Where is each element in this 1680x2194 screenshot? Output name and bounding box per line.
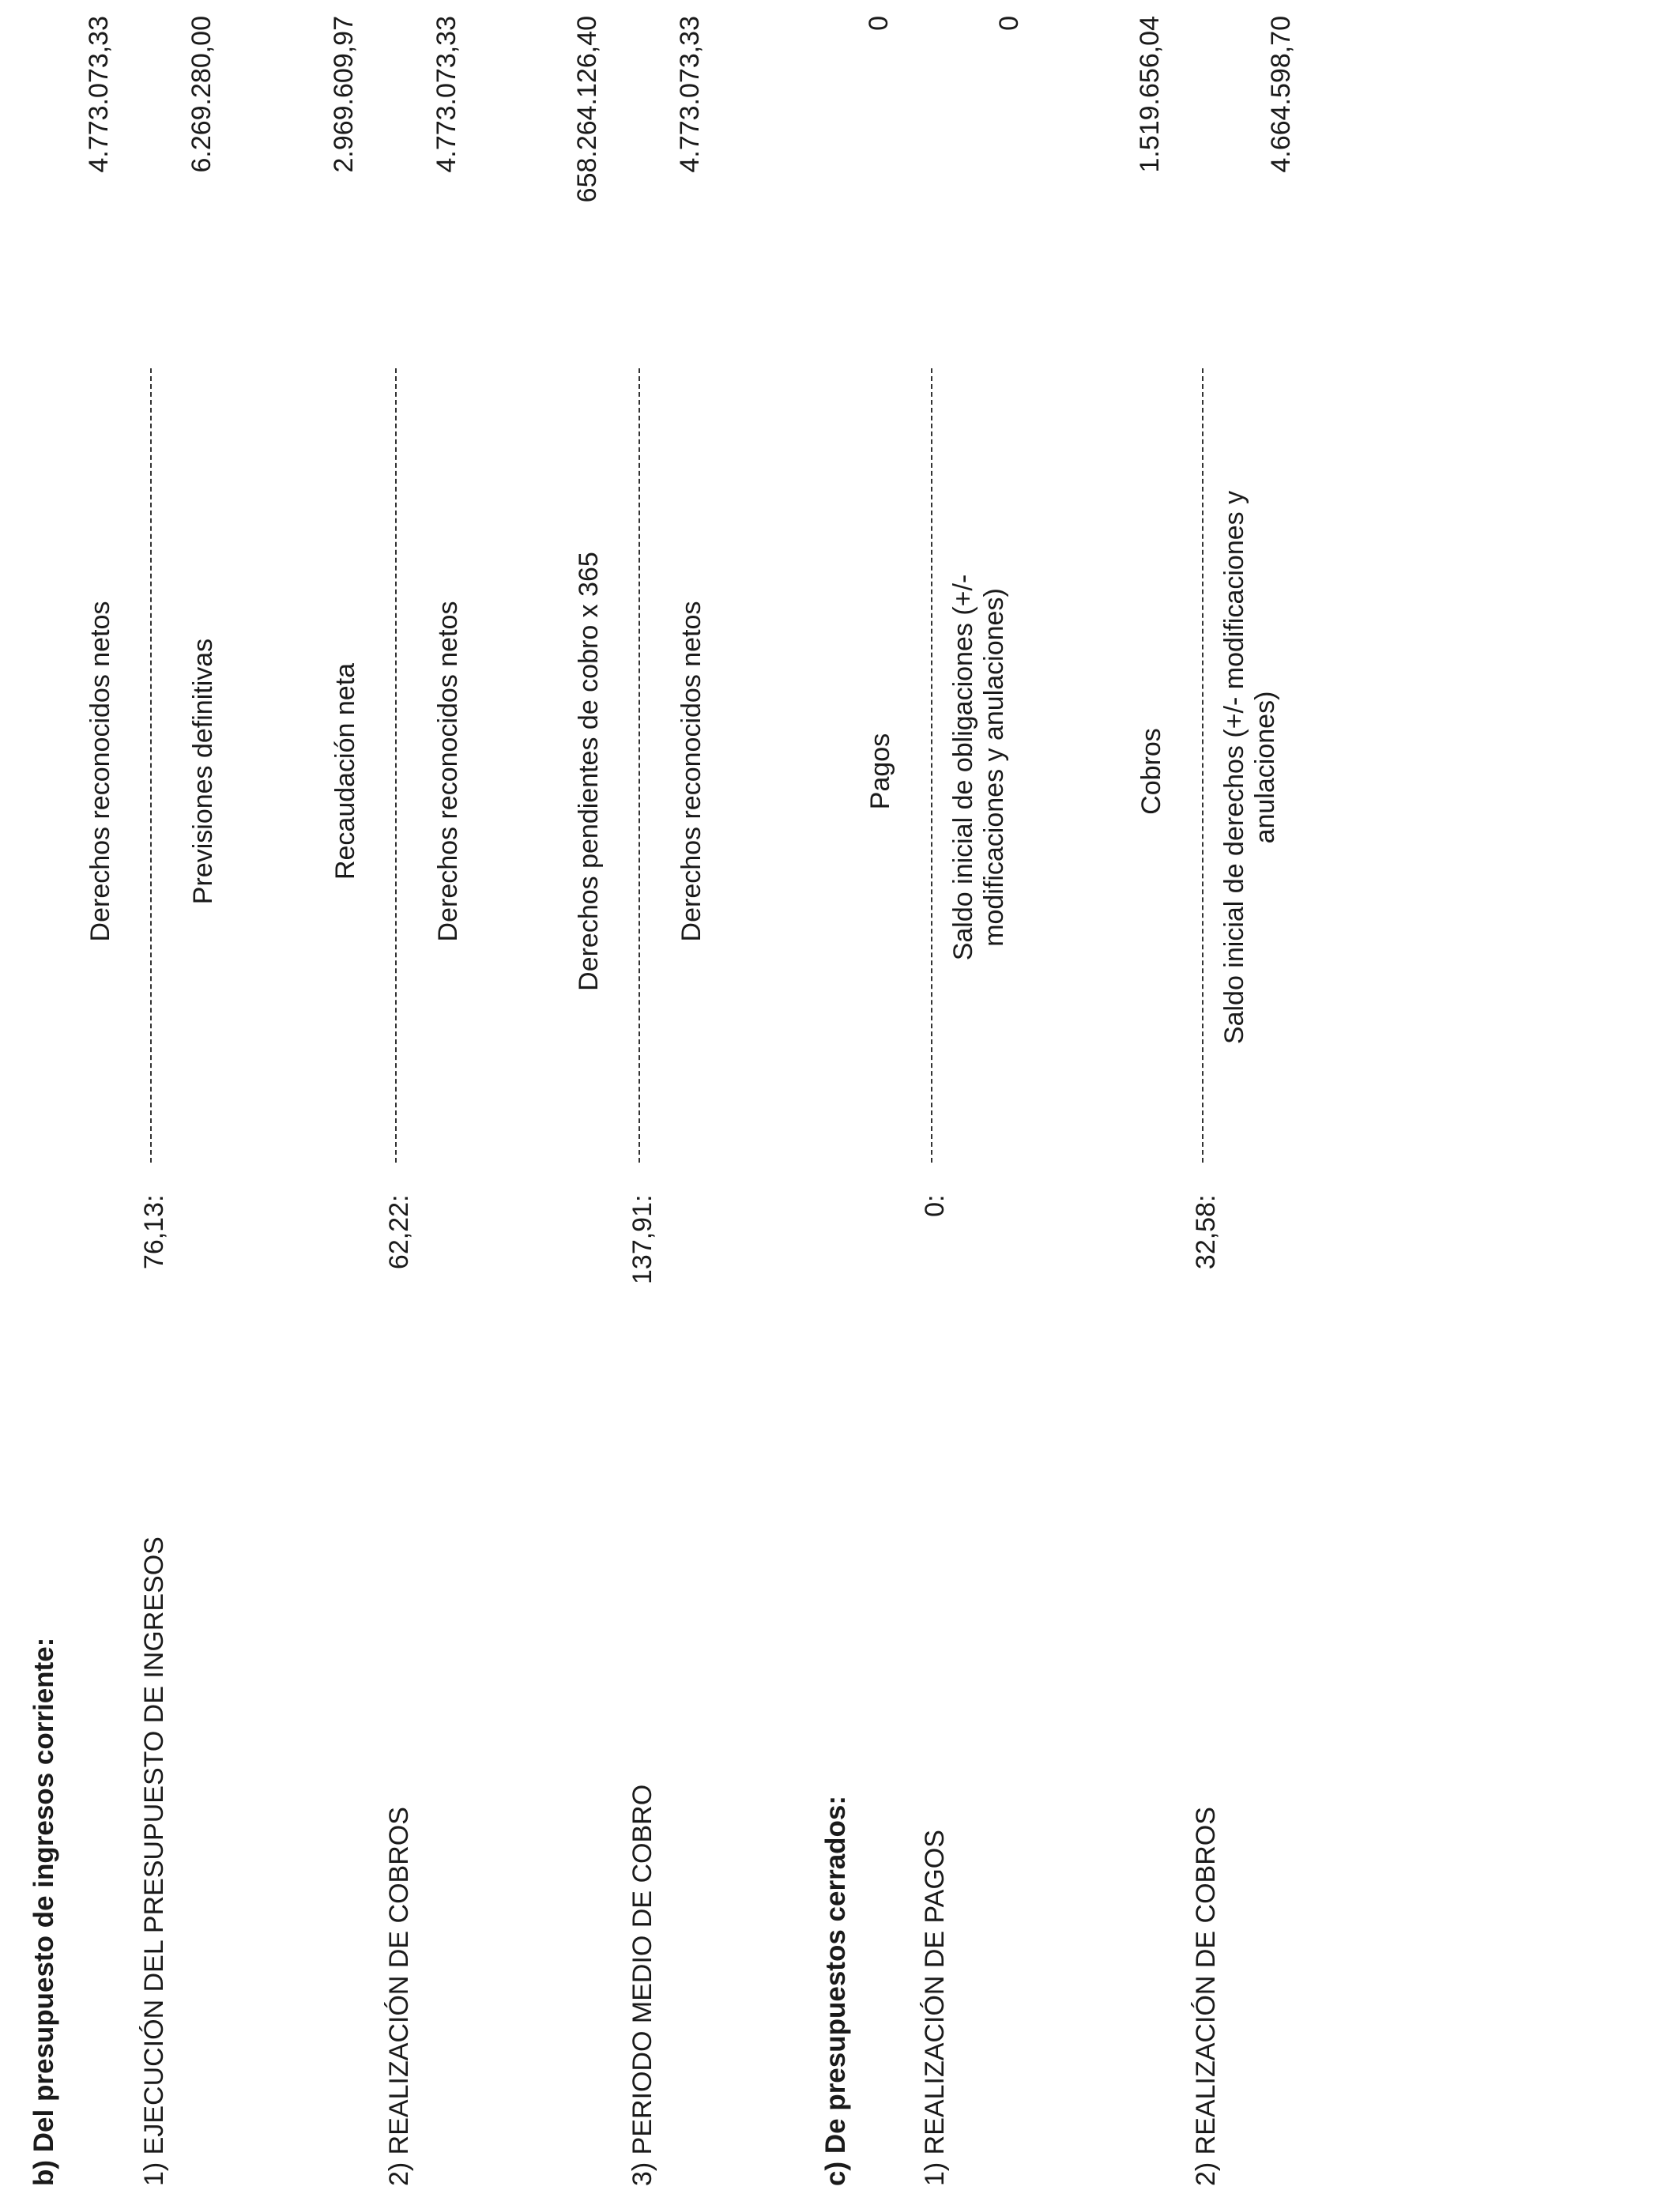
section-b-heading: b) Del presupuesto de ingresos corriente: — [28, 1637, 59, 2186]
denominator-value: 4.773.073,33 — [675, 16, 705, 173]
fraction-rule — [638, 368, 640, 1163]
numerator-value: 1.519.656,04 — [1135, 16, 1165, 173]
fraction-rule — [395, 368, 397, 1163]
fraction-rule — [1202, 368, 1203, 1163]
indicator-label: 1) REALIZACIÓN DE PAGOS — [920, 1830, 950, 2186]
denominator-text: Saldo inicial de derechos (+/- modificaciones y anulaciones) — [1219, 490, 1281, 1045]
indicator-label: 1) EJECUCIÓN DEL PRESUPUESTO DE INGRESOS — [139, 1536, 169, 2186]
numerator-value: 0 — [864, 16, 894, 31]
numerator-text: Derechos reconocidos netos — [85, 601, 115, 942]
indicator-label: 3) PERIODO MEDIO DE COBRO — [627, 1784, 657, 2186]
ratio-colon: : — [384, 1194, 414, 1202]
indicator-ratio: 0 — [920, 1202, 950, 1217]
ratio-colon: : — [920, 1194, 950, 1202]
denominator-value: 0 — [994, 16, 1024, 31]
ratio-colon: : — [139, 1194, 169, 1202]
denominator-text: Previsiones definitivas — [188, 638, 218, 905]
fraction-rule — [931, 368, 932, 1163]
denominator-value: 4.773.073,33 — [431, 16, 461, 173]
indicator-ratio: 137,91 — [627, 1202, 657, 1284]
ratio-colon: : — [627, 1194, 657, 1202]
denominator-value: 6.269.280,00 — [186, 16, 217, 173]
numerator-text: Derechos pendientes de cobro x 365 — [574, 552, 604, 991]
indicator-label: 2) REALIZACIÓN DE COBROS — [384, 1807, 414, 2186]
numerator-text: Recaudación neta — [330, 662, 360, 880]
denominator-value: 4.664.598,70 — [1266, 16, 1296, 173]
numerator-value: 4.773.073,33 — [84, 16, 114, 173]
denominator-text: Saldo inicial de obligaciones (+/- modificaciones y anulaciones) — [948, 574, 1010, 961]
indicator-ratio: 32,58 — [1191, 1202, 1221, 1270]
indicator-label: 2) REALIZACIÓN DE COBROS — [1191, 1807, 1221, 2186]
ratio-colon: : — [1191, 1194, 1221, 1202]
denominator-text: Derechos reconocidos netos — [433, 601, 463, 942]
indicator-ratio: 76,13 — [139, 1202, 169, 1270]
denominator-text: Derechos reconocidos netos — [676, 601, 706, 942]
numerator-value: 2.969.609,97 — [329, 16, 359, 173]
numerator-value: 658.264.126,40 — [572, 16, 602, 203]
fraction-rule — [150, 368, 152, 1163]
section-c-heading: c) De presupuestos cerrados: — [820, 1795, 851, 2186]
numerator-text: Cobros — [1136, 728, 1166, 815]
indicator-ratio: 62,22 — [384, 1202, 414, 1270]
numerator-text: Pagos — [865, 733, 895, 810]
